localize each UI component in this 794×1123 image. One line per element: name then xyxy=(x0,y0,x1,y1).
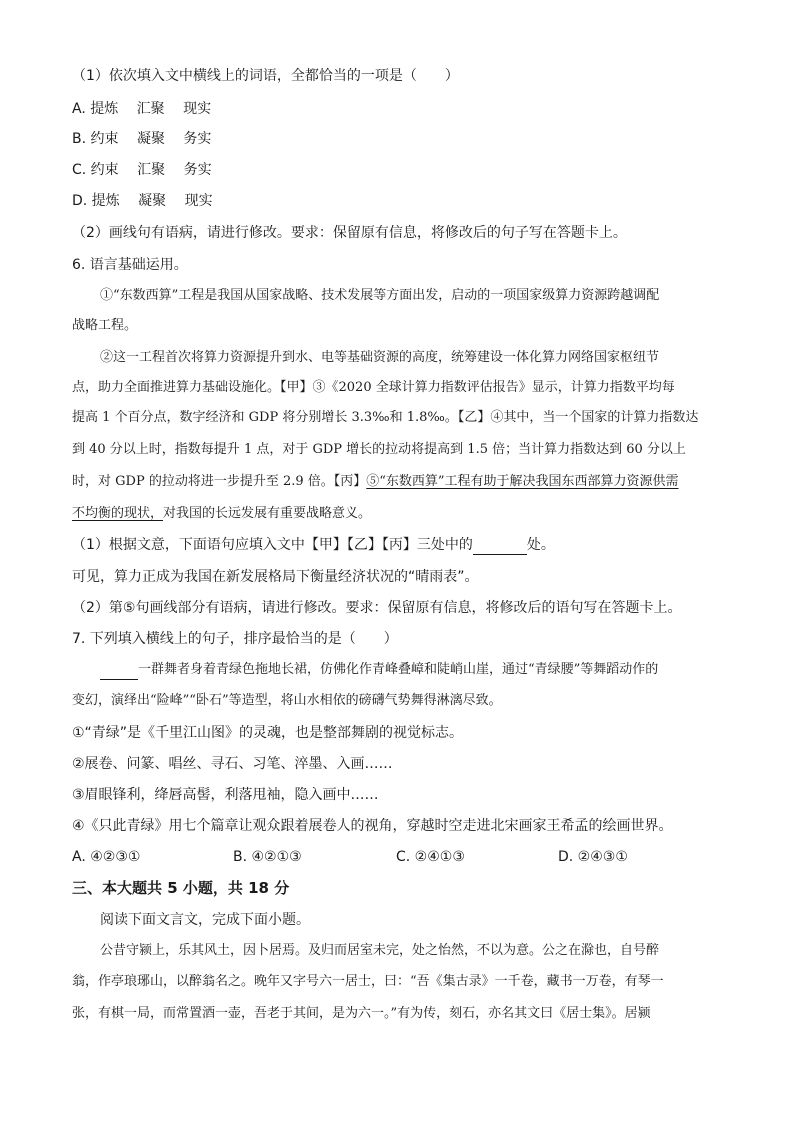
q5-option-a: A. 提炼 汇聚 现实 xyxy=(72,101,212,117)
q7-sentence-1: ①“青绿”是《千里江山图》的灵魂，也是整部舞剧的视觉标志。 xyxy=(72,725,464,741)
q6-p2-line5-plain: 时，对 GDP 的拉动将进一步提升至 2.9 倍。【丙】 xyxy=(72,474,367,489)
classical-text-line2: 翁，作亭琅琊山，以醉翁名之。晚年又字号六一居士，曰：“吾《集古录》一千卷，藏书一万卷，有琴一 xyxy=(72,974,664,989)
q6-p2-line1: ②这一工程首次将算力资源提升到水、电等基础资源的高度，统筹建设一体化算力网络国家枢纽节 xyxy=(100,350,660,365)
q5-stem: （1）依次填入文中横线上的词语，全都恰当的一项是（ ） xyxy=(72,68,459,84)
q7-passage-line1 xyxy=(100,660,658,680)
q6-p2-line6-plain: 对我国的长远发展有重要战略意义。 xyxy=(163,506,372,521)
q7-title: 7. 下列填入横线上的句子，排序最恰当的是（ ） xyxy=(72,631,398,647)
q6-p2-line5 xyxy=(72,472,679,492)
q7-passage-text: 一群舞者身着青绿色拖地长裙，仿佛化作青峰叠嶂和陡峭山崖，通过“青绿腰”等舞蹈动作的 xyxy=(138,662,659,677)
q6-p1-line1: ①“东数西算”工程是我国从国家战略、技术发展等方面出发，启动的一项国家级算力资源跨越调配 xyxy=(100,288,660,303)
answer-blank xyxy=(473,538,527,555)
q7-option-d: D. ②④③① xyxy=(558,849,628,865)
q6-p2-line4: 到 40 分以上时，指数每提升 1 点，对于 GDP 增长的拉动将提高到 1.5 倍；当计算力指数达到 60 分以上 xyxy=(72,442,686,457)
q6-underlined-sentence-part2: 不均衡的现状， xyxy=(72,506,164,521)
q6-title: 6. 语言基础运用。 xyxy=(72,257,188,273)
q6-sub1-end: 处。 xyxy=(526,537,555,553)
q7-option-b: B. ④②①③ xyxy=(233,849,302,865)
q7-sentence-3: ③眉眼锋利，绛唇高髻，利落甩袖，隐入画中…… xyxy=(72,787,379,803)
q7-sentence-2: ②展卷、问篆、唱丝、寻石、习笔、淬墨、入画…… xyxy=(72,756,393,772)
q5-option-c: C. 约束 汇聚 务实 xyxy=(72,162,212,178)
q7-option-c: C. ②④①③ xyxy=(396,849,465,865)
q5-option-b: B. 约束 凝聚 务实 xyxy=(72,131,212,147)
section3-intro: 阅读下面文言文，完成下面小题。 xyxy=(100,912,310,928)
section-heading: 三、本大题共 5 小题，共 18 分 xyxy=(72,879,290,897)
q6-sub1-sentence: 可见，算力正成为我国在新发展格局下衡量经济状况的“晴雨表”。 xyxy=(72,569,479,585)
classical-text-line3: 张，有棋一局，而常置酒一壶，吾老于其间，是为六一。”有为传，刻石，亦名其文曰《居士集》。居颍 xyxy=(72,1006,651,1021)
q6-p1-line2: 战略工程。 xyxy=(72,318,138,333)
q5-option-d: D. 提炼 凝聚 现实 xyxy=(72,193,213,209)
q6-p2-line2: 点，助力全面推进算力基础设施化。【甲】③《2020 全球计算力指数评估报告》显示，计算力指数平均每 xyxy=(72,380,675,395)
q6-underlined-sentence-part1: ⑤“东数西算”工程有助于解决我国东西部算力资源供需 xyxy=(366,474,679,489)
q6-p2-line6 xyxy=(72,504,371,524)
q6-p2-line3: 提高 1 个百分点，数字经济和 GDP 将分别增长 3.3‰和 1.8‰。【乙】④其中，当一个国家的计算力指数达 xyxy=(72,410,699,425)
q6-sub1-text: （1）根据文意，下面语句应填入文中【甲】【乙】【丙】三处中的 xyxy=(72,537,473,553)
q7-sentence-4: ④《只此青绿》用七个篇章让观众跟着展卷人的视角，穿越时空走进北宋画家王希孟的绘画世界。 xyxy=(72,818,673,834)
q5-sub2: （2）画线句有语病，请进行修改。要求：保留原有信息，将修改后的句子写在答题卡上。 xyxy=(72,225,627,241)
q6-sub2: （2）第⑤句画线部分有语病，请进行修改。要求：保留原有信息，将修改后的语句写在答题卡上。 xyxy=(72,600,682,616)
classical-text-line1: 公昔守颍上，乐其风土，因卜居焉。及归而居室未完，处之怡然，不以为意。公之在滁也，自号醉 xyxy=(100,943,660,958)
q7-passage-line2: 变幻，演绎出“险峰”“卧石”等造型，将山水相依的磅礴气势舞得淋漓尽致。 xyxy=(72,693,502,708)
q6-sub1 xyxy=(72,535,555,555)
q7-option-a: A. ④②③① xyxy=(72,849,141,865)
answer-blank xyxy=(100,663,138,680)
